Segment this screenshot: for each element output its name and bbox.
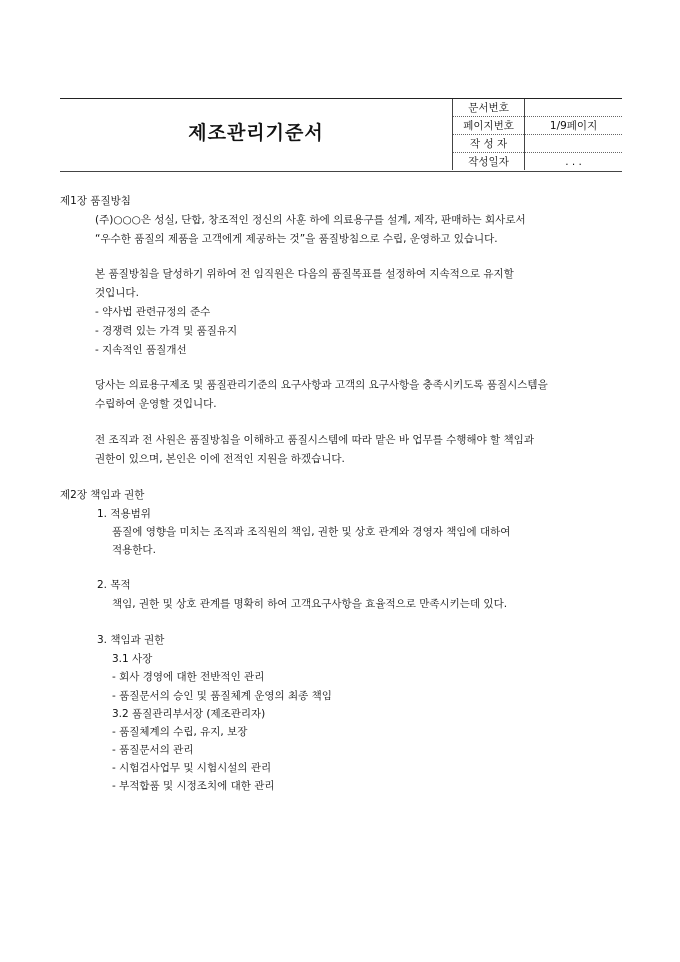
list-item: - 품질체계의 수립, 유지, 보장 bbox=[112, 726, 248, 738]
list-item: - 약사법 관련규정의 준수 bbox=[95, 306, 211, 318]
paragraph-line: (주)○○○은 성실, 단합, 창조적인 정신의 사훈 하에 의료용구를 설계, 제작, 판매하는 회사로서 bbox=[95, 214, 526, 226]
chapter-1-heading: 제1장 품질방침 bbox=[60, 195, 131, 207]
list-item: - 지속적인 품질개선 bbox=[95, 344, 187, 356]
list-item: - 회사 경영에 대한 전반적인 관리 bbox=[112, 671, 265, 683]
paragraph-line: 수립하여 운영할 것입니다. bbox=[95, 398, 217, 410]
meta-label-doc-number: 문서번호 bbox=[453, 99, 525, 117]
paragraph-line: 당사는 의료용구제조 및 품질관리기준의 요구사항과 고객의 요구사항을 충족시키도록 품질시스템을 bbox=[95, 379, 548, 391]
paragraph-line: 품질에 영향을 미치는 조직과 조직원의 책임, 권한 및 상호 관계와 경영자 책임에 대하여 bbox=[112, 526, 511, 538]
paragraph-line: “우수한 품질의 제품을 고객에게 제공하는 것”을 품질방침으로 수립, 운영하고 있습니다. bbox=[95, 233, 498, 245]
meta-label-page-number: 페이지번호 bbox=[453, 117, 525, 135]
list-item: - 부적합품 및 시정조치에 대한 관리 bbox=[112, 780, 275, 792]
document-meta-table bbox=[452, 99, 622, 170]
paragraph-line: 권한이 있으며, 본인은 이에 전적인 지원을 하겠습니다. bbox=[95, 453, 345, 465]
subsection-heading: 3.1 사장 bbox=[112, 653, 153, 665]
meta-label-date: 작성일자 bbox=[453, 153, 525, 171]
section-heading: 3. 책임과 권한 bbox=[97, 634, 165, 646]
meta-row bbox=[453, 117, 623, 135]
list-item: - 품질문서의 승인 및 품질체계 운영의 최종 책임 bbox=[112, 690, 332, 702]
meta-row bbox=[453, 135, 623, 153]
meta-value-page-number: 1/9페이지 bbox=[525, 117, 622, 135]
paragraph-line: 본 품질방침을 달성하기 위하여 전 임직원은 다음의 품질목표를 설정하여 지속적으로 유지할 bbox=[95, 268, 514, 280]
header-bottom-rule bbox=[60, 171, 622, 172]
paragraph-line: 전 조직과 전 사원은 품질방침을 이해하고 품질시스템에 따라 맡은 바 업무를 수행해야 할 책임과 bbox=[95, 434, 534, 446]
meta-row bbox=[453, 99, 623, 117]
meta-label-author: 작 성 자 bbox=[453, 135, 525, 153]
paragraph-line: 적용한다. bbox=[112, 544, 156, 556]
paragraph-line: 책임, 권한 및 상호 관계를 명확히 하여 고객요구사항을 효율적으로 만족시키는데 있다. bbox=[112, 598, 508, 610]
list-item: - 경쟁력 있는 가격 및 품질유지 bbox=[95, 325, 238, 337]
meta-row bbox=[453, 153, 623, 171]
subsection-heading: 3.2 품질관리부서장 (제조관리자) bbox=[112, 708, 266, 720]
section-heading: 2. 목적 bbox=[97, 579, 131, 591]
chapter-2-heading: 제2장 책임과 권한 bbox=[60, 489, 145, 501]
list-item: - 시험검사업무 및 시험시설의 관리 bbox=[112, 762, 272, 774]
document-title: 제조관리기준서 bbox=[188, 122, 324, 144]
section-heading: 1. 적용범위 bbox=[97, 508, 151, 520]
meta-value-date: . . . bbox=[565, 155, 582, 168]
meta-value-doc-number bbox=[525, 99, 622, 117]
meta-value-author bbox=[525, 135, 622, 153]
paragraph-line: 것입니다. bbox=[95, 287, 139, 299]
list-item: - 품질문서의 관리 bbox=[112, 744, 194, 756]
